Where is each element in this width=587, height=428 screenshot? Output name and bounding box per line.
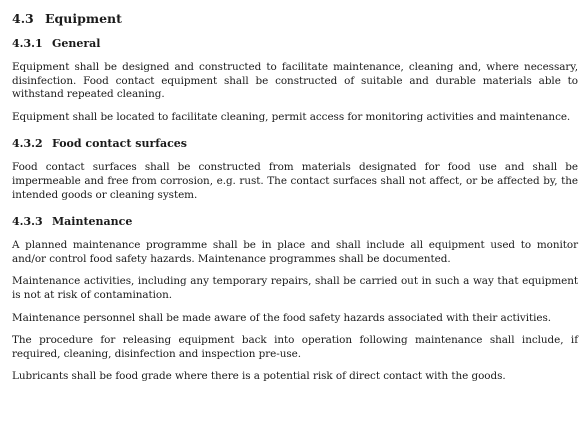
section-title: Equipment [45, 11, 122, 26]
subsection-heading [12, 137, 578, 151]
section-number: 4.3 [12, 11, 34, 26]
subsection-food-contact-surfaces [12, 137, 578, 202]
paragraph: Equipment shall be located to facilitate cleaning, permit access for monitoring activities and maintenance. [12, 110, 571, 123]
subsection-number: 4.3.3 [12, 215, 43, 229]
subsection-number: 4.3.2 [12, 137, 43, 151]
section-heading [12, 11, 578, 31]
subsection-general [12, 37, 578, 124]
paragraph: The procedure for releasing equipment back into operation following maintenance shall include, if required, cleaning, disinfection and inspection pre-use. [12, 334, 578, 360]
subsection-heading [12, 215, 578, 229]
paragraph: Lubricants shall be food grade where there is a potential risk of direct contact with the goods. [12, 370, 506, 383]
paragraph: Equipment shall be designed and constructed to facilitate maintenance, cleaning and, where necessary, disinfection. Food contact equipment shall be constructed of suitable and durable materials able to withstand repeated cleaning. [12, 61, 578, 101]
subsection-title: General [52, 37, 101, 50]
subsection-maintenance [12, 215, 578, 384]
subsection-title: Maintenance [52, 215, 133, 229]
document-page [12, 8, 578, 384]
subsection-number: 4.3.1 [12, 37, 43, 50]
subsection-title: Food contact surfaces [52, 137, 187, 151]
paragraph: Maintenance personnel shall be made aware of the food safety hazards associated with their activities. [12, 311, 551, 324]
paragraph: Maintenance activities, including any temporary repairs, shall be carried out in such a way that equipment is not at risk of contamination. [12, 275, 578, 301]
paragraph: Food contact surfaces shall be constructed from materials designated for food use and shall be impermeable and free from corrosion, e.g. rust. The contact surfaces shall not affect, or be affected by, the intended goods or cleaning system. [12, 161, 578, 201]
paragraph: A planned maintenance programme shall be in place and shall include all equipment used to monitor and/or control food safety hazards. Maintenance programmes shall be documented. [12, 239, 578, 265]
subsection-heading [12, 37, 578, 51]
